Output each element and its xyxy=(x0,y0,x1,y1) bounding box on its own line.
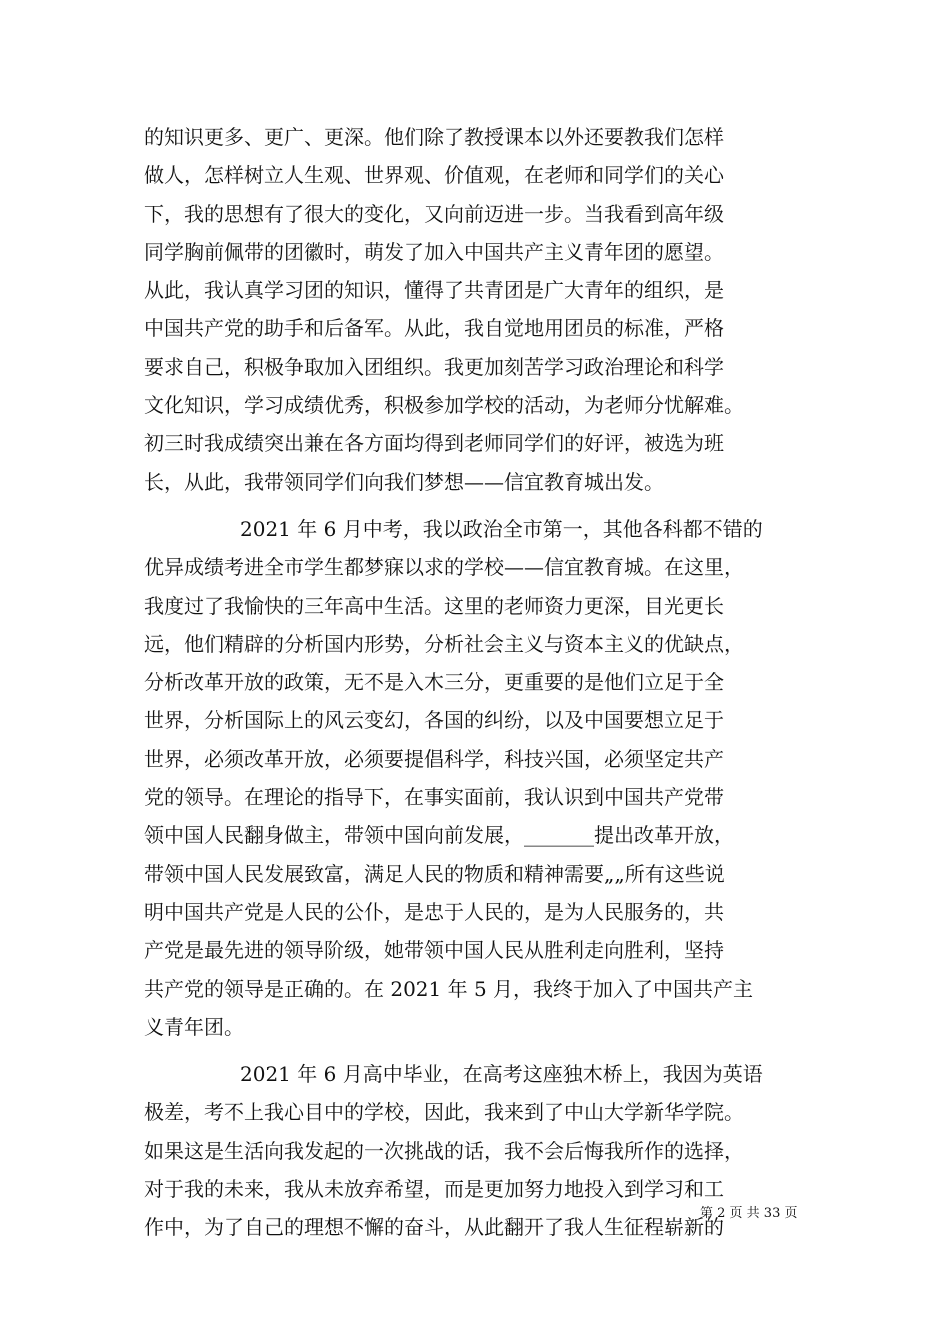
text-line: 做人，怎样树立人生观、世界观、价值观，在老师和同学们的关心 xyxy=(144,163,724,188)
text-line: 共产党的领导是正确的。在 2021 年 5 月，我终于加入了中国共产主 xyxy=(144,976,754,1001)
text-line: 分析改革开放的政策，无不是入木三分，更重要的是他们立足于全 xyxy=(144,670,724,695)
text-line: 的知识更多、更广、更深。他们除了教授课本以外还要教我们怎样 xyxy=(144,125,724,149)
text-line: 极差，考不上我心目中的学校，因此，我来到了中山大学新华学院。 xyxy=(144,1100,744,1125)
paragraph-spacer xyxy=(144,501,824,510)
text-line: 2021 年 6 月高中毕业，在高考这座独木桥上，我因为英语 xyxy=(240,1062,763,1087)
paragraph-1 xyxy=(144,118,824,501)
text-line: 如果这是生活向我发起的一次挑战的话，我不会后悔我所作的选择， xyxy=(144,1138,744,1163)
text-line: 从此，我认真学习团的知识，懂得了共青团是广大青年的组织，是 xyxy=(144,278,724,303)
paragraph-2 xyxy=(144,510,824,1046)
text-line: 我度过了我愉快的三年高中生活。这里的老师资力更深，目光更长 xyxy=(144,593,724,618)
text-line: 领中国人民翻身做主，带领中国向前发展，_______提出改革开放， xyxy=(144,823,734,848)
text-line: 带领中国人民发展致富，满足人民的物质和精神需要„„所有这些说 xyxy=(144,861,725,886)
text-line: 要求自己，积极争取加入团组织。我更加刻苦学习政治理论和科学 xyxy=(144,354,724,379)
text-line: 优异成绩考进全市学生都梦寐以求的学校——信宜教育城。在这里， xyxy=(144,555,744,580)
text-line: 明中国共产党是人民的公仆，是忠于人民的，是为人民服务的，共 xyxy=(144,899,724,924)
document-body xyxy=(144,118,824,1247)
text-line: 世界，必须改革开放，必须要提倡科学，科技兴国，必须坚定共产 xyxy=(144,746,724,771)
text-line: 作中，为了自己的理想不懈的奋斗，从此翻开了我人生征程崭新的 xyxy=(144,1215,724,1240)
text-line: 文化知识，学习成绩优秀，积极参加学校的活动，为老师分忧解难。 xyxy=(144,393,744,418)
text-line: 长，从此，我带领同学们向我们梦想——信宜教育城出发。 xyxy=(144,469,664,494)
text-line: 中国共产党的助手和后备军。从此，我自觉地用团员的标准，严格 xyxy=(144,316,724,341)
text-line: 同学胸前佩带的团徽时，萌发了加入中国共产主义青年团的愿望。 xyxy=(144,239,724,264)
text-line: 远，他们精辟的分析国内形势，分析社会主义与资本主义的优缺点， xyxy=(144,631,744,656)
text-line: 对于我的未来，我从未放弃希望，而是更加努力地投入到学习和工 xyxy=(144,1177,724,1202)
text-line: 党的领导。在理论的指导下，在事实面前，我认识到中国共产党带 xyxy=(144,785,724,810)
text-line: 义青年团。 xyxy=(144,1014,244,1039)
page-number-footer: 第 2 页 共 33 页 xyxy=(700,1206,798,1221)
text-line: 世界，分析国际上的风云变幻，各国的纠纷，以及中国要想立足于 xyxy=(144,708,724,733)
text-line: 初三时我成绩突出兼在各方面均得到老师同学们的好评，被选为班 xyxy=(144,431,724,456)
text-line: 下，我的思想有了很大的变化，又向前迈进一步。当我看到高年级 xyxy=(144,201,724,226)
text-line: 产党是最先进的领导阶级，她带领中国人民从胜利走向胜利，坚持 xyxy=(144,938,724,963)
paragraph-spacer xyxy=(144,1046,824,1055)
text-line: 2021 年 6 月中考，我以政治全市第一，其他各科都不错的 xyxy=(240,516,763,541)
